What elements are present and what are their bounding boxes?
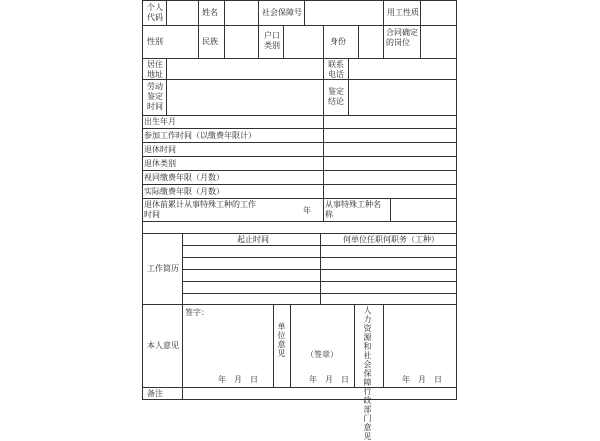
- remarks-field[interactable]: [183, 388, 455, 399]
- appraisal-time-label: 劳动鉴定时间: [147, 82, 163, 111]
- employment-nature-label: 用工性质: [387, 8, 419, 17]
- retirement-type-label: 退休类别: [144, 159, 176, 168]
- contact-phone-label: 联系电话: [328, 60, 344, 79]
- contact-phone-field[interactable]: [349, 59, 455, 79]
- hr-bureau-opinion-label: 人力资源和社会保障行政部门意见: [363, 306, 372, 441]
- residence-address-label: 居住地址: [147, 60, 163, 79]
- unit-opinion-label: 单位意见: [277, 322, 286, 358]
- ethnicity-label: 民族: [202, 37, 218, 46]
- seal-label: （签章）: [306, 350, 338, 359]
- personal-code-label: 个人代码: [147, 3, 163, 22]
- work-start-time-label: 参加工作时间（以缴费年限计）: [144, 131, 256, 140]
- signature-label: 签字：: [185, 308, 209, 317]
- year-unit: 年: [303, 206, 311, 215]
- birth-date-label: 出生年月: [144, 117, 176, 126]
- name-field[interactable]: [225, 1, 257, 25]
- residence-address-field[interactable]: [167, 59, 322, 79]
- unit-post-header: 何单位任职何职务（工种）: [343, 235, 439, 244]
- remarks-label: 备注: [147, 389, 163, 398]
- period-header: 起止时间: [237, 235, 269, 244]
- actual-contribution-label: 实际缴费年限（月数）: [144, 187, 224, 196]
- retirement-approval-form: 个人代码 姓名 社会保障号 用工性质 性别 民族 户口类别 身份 合同确定的岗位 居住地址 联系电话 劳动鉴定时间 鉴定结论 出生年月 参加工作时间（以缴费年限计） 退休时间 退休类别 视同缴费年限（月数） 实际缴费年限（月数） 退休前累计从事特殊工种的工作时间 年 从事特殊工种名称 起止时间 何单位任职何职务（工种） 工作简历 本人意见 签字： 单位意见 （签章） 人力资源和社会保障行政部门意见 年 月 日 年 月 日 年 月 日 备注: [0, 0, 600, 400]
- special-work-type-label: 从事特殊工种名称: [325, 200, 381, 219]
- work-history-label: 工作简历: [147, 264, 179, 273]
- identity-label: 身份: [330, 37, 346, 46]
- social-security-number-field[interactable]: [305, 1, 382, 25]
- appraisal-result-label: 鉴定结论: [328, 87, 344, 106]
- special-work-time-label: 退休前累计从事特殊工种的工作时间: [144, 200, 256, 219]
- contract-post-label: 合同确定的岗位: [386, 28, 418, 47]
- personal-opinion-label: 本人意见: [147, 341, 179, 350]
- social-security-number-label: 社会保障号: [262, 8, 302, 17]
- retirement-time-label: 退休时间: [144, 145, 176, 154]
- hukou-type-label: 户口类别: [264, 31, 280, 50]
- name-label: 姓名: [202, 8, 218, 17]
- deemed-contribution-label: 视同缴费年限（月数）: [144, 173, 224, 182]
- gender-label: 性别: [147, 37, 163, 46]
